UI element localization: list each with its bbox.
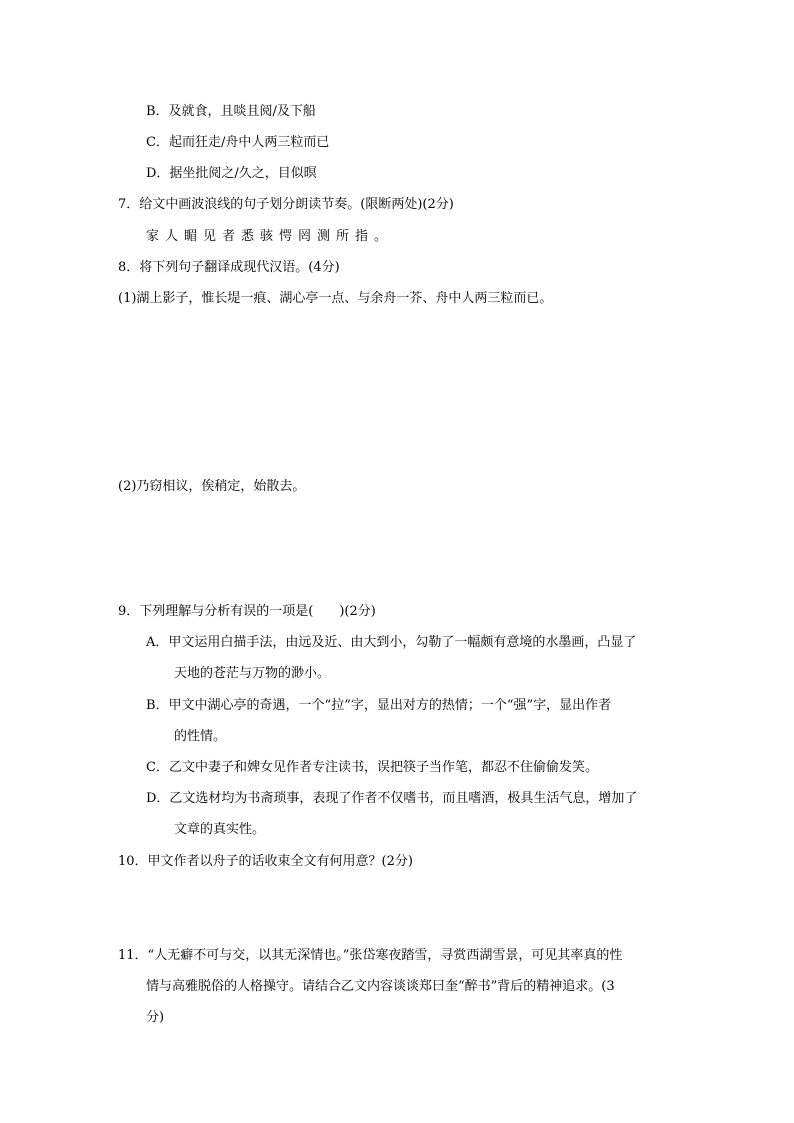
q9-option-a-line-1: A．甲文运用白描手法，由远及近、由大到小，勾勒了一幅颇有意境的水墨画，凸显了 <box>146 635 637 650</box>
q7-sentence: 家人睸见者悉骇愕罔测所指。 <box>146 229 394 244</box>
q7-stem: 7．给文中画波浪线的句子划分朗读节奏。(限断两处)(2分) <box>118 197 454 212</box>
q9-option-c: C．乙文中妻子和婢女见作者专注读书，误把筷子当作笔，都忍不住偷偷发笑。 <box>146 760 598 775</box>
q9-option-d-line-1: D．乙文选材均为书斋琐事，表现了作者不仅嗜书，而且嗜酒，极具生活气息，增加了 <box>146 791 638 806</box>
q10-stem: 10．甲文作者以舟子的话收束全文有何用意？(2分) <box>118 854 413 869</box>
q9-option-b-line-2: 的性情。 <box>174 729 227 744</box>
q6-option-d: D．据坐批阅之/久之，目似暝 <box>146 166 317 181</box>
q9-option-a-line-2: 天地的苍茫与万物的渺小。 <box>174 666 331 681</box>
q8-item-1: (1)湖上影子，惟长堤一痕、湖心亭一点、与余舟一芥、舟中人两三粒而已。 <box>118 291 553 306</box>
q8-item-2: (2)乃窃相议，俟稍定，始散去。 <box>118 479 306 494</box>
q11-line-1: 11．“人无癖不可与交，以其无深情也。”张岱寒夜踏雪，寻赏西湖雪景，可见其率真的性 <box>118 948 623 963</box>
q11-line-2: 情与高雅脱俗的人格操守。请结合乙文内容谈谈郑曰奎“醉书”背后的精神追求。(3 <box>146 979 615 994</box>
q11-line-3: 分) <box>146 1010 165 1025</box>
q9-option-d-line-2: 文章的真实性。 <box>174 822 266 837</box>
q8-stem: 8．将下列句子翻译成现代汉语。(4分) <box>118 260 340 275</box>
q6-option-b: B．及就食，且啖且阅/及下船 <box>146 104 316 119</box>
q6-option-c: C．起而狂走/舟中人两三粒而已 <box>146 135 330 150</box>
q9-option-b-line-1: B．甲文中湖心亭的奇遇，一个“拉”字，显出对方的热情；一个“强”字，显出作者 <box>146 698 612 713</box>
q9-stem: 9．下列理解与分析有误的一项是( )(2分) <box>118 604 376 619</box>
